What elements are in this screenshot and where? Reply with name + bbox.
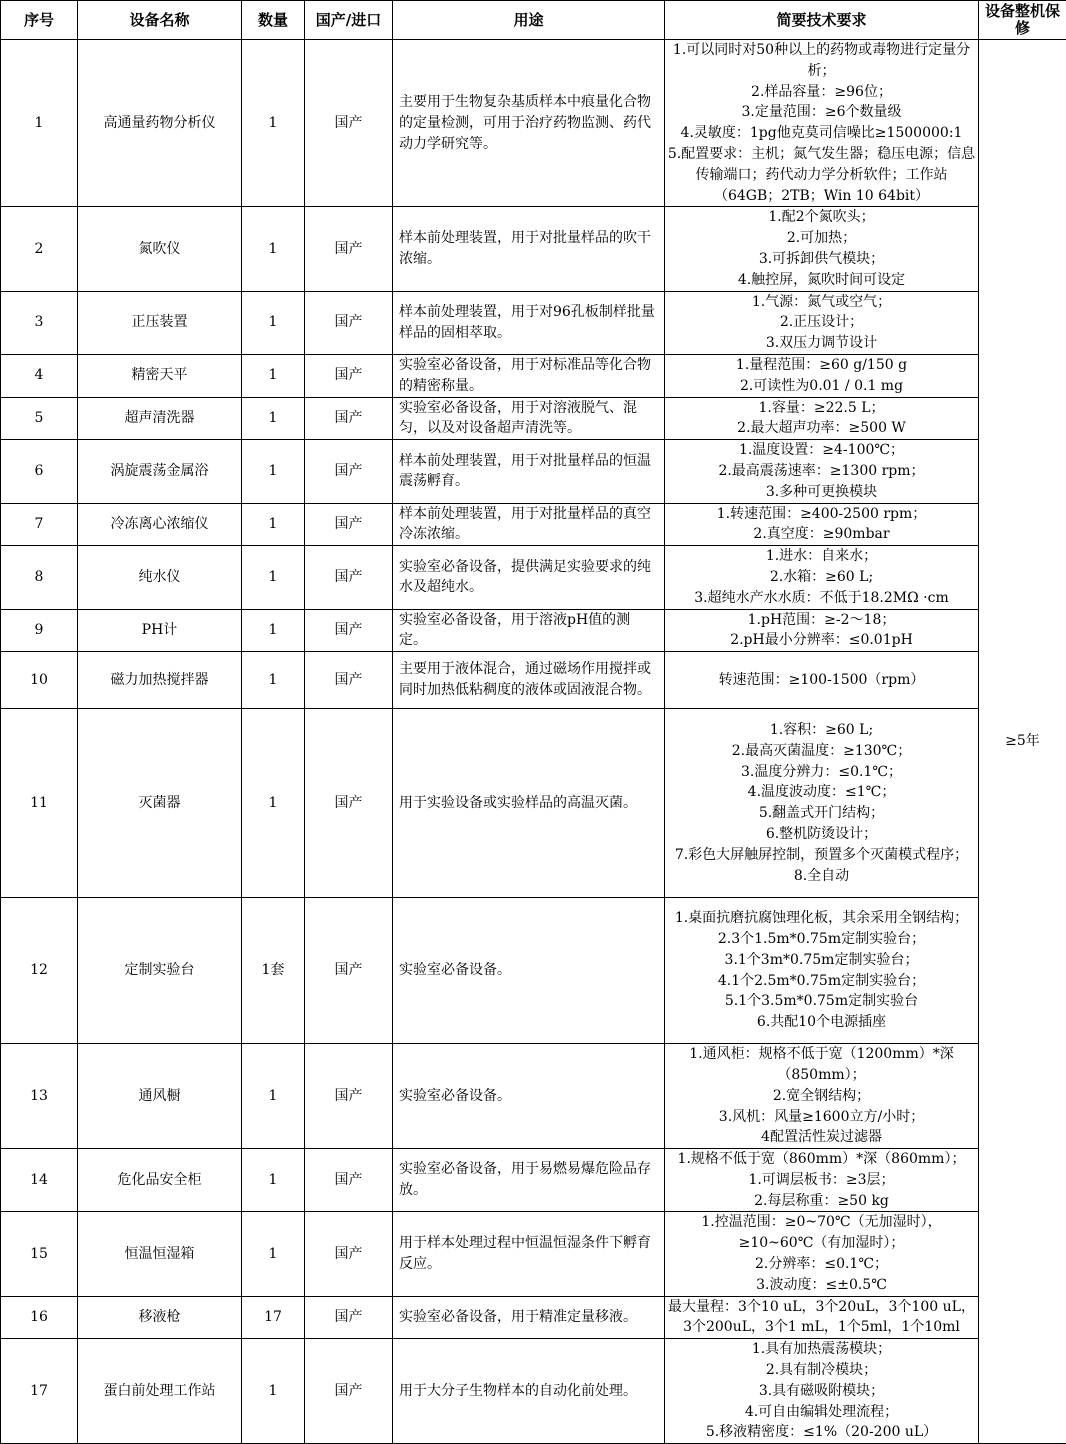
cell-origin: 国产 bbox=[305, 898, 393, 1044]
spec-line: 1.规格不低于宽（860mm）*深（860mm）； bbox=[667, 1149, 976, 1170]
cell-seq: 13 bbox=[1, 1044, 78, 1149]
cell-seq: 11 bbox=[1, 709, 78, 898]
table-row bbox=[1, 652, 1066, 709]
cell-purpose: 实验室必备设备，提供满足实验要求的纯水及超纯水。 bbox=[393, 546, 665, 609]
spec-line: 1.气源：氮气或空气； bbox=[667, 292, 976, 313]
cell-qty: 1 bbox=[242, 1212, 305, 1296]
table-row bbox=[1, 546, 1066, 609]
table-row bbox=[1, 503, 1066, 546]
spec-line: 8.全自动 bbox=[667, 866, 976, 887]
cell-warranty: ≥5年 bbox=[979, 40, 1066, 1444]
cell-qty: 1 bbox=[242, 291, 305, 354]
cell-spec bbox=[665, 1296, 979, 1339]
cell-qty: 1 bbox=[242, 207, 305, 291]
cell-origin: 国产 bbox=[305, 652, 393, 709]
cell-seq: 10 bbox=[1, 652, 78, 709]
spec-line: 3.可拆卸供气模块； bbox=[667, 249, 976, 270]
spec-line: 1.控温范围：≥0~70℃（无加湿时），≥10~60℃（有加湿时）； bbox=[667, 1212, 976, 1254]
cell-origin: 国产 bbox=[305, 397, 393, 440]
cell-purpose: 实验室必备设备，用于精准定量移液。 bbox=[393, 1296, 665, 1339]
cell-name: 氮吹仪 bbox=[78, 207, 242, 291]
cell-qty: 1 bbox=[242, 40, 305, 207]
spec-line: 4.可自由编辑处理流程； bbox=[667, 1402, 976, 1423]
spec-line: 转速范围：≥100-1500（rpm） bbox=[667, 670, 976, 691]
table-row bbox=[1, 440, 1066, 503]
cell-origin: 国产 bbox=[305, 1296, 393, 1339]
table-row bbox=[1, 354, 1066, 397]
spec-line: 6.共配10个电源插座 bbox=[667, 1012, 976, 1033]
cell-qty: 1 bbox=[242, 354, 305, 397]
cell-name: 磁力加热搅拌器 bbox=[78, 652, 242, 709]
spec-line: 3.风机：风量≥1600立方/小时； bbox=[667, 1107, 976, 1128]
table-row bbox=[1, 1149, 1066, 1212]
spec-line: 3.1个3m*0.75m定制实验台； bbox=[667, 950, 976, 971]
cell-qty: 1 bbox=[242, 503, 305, 546]
cell-name: 超声清洗器 bbox=[78, 397, 242, 440]
spec-line: 6.整机防烫设计； bbox=[667, 824, 976, 845]
spec-line: 1.pH范围：≥-2～18； bbox=[667, 610, 976, 631]
spec-line: 1.量程范围：≥60 g/150 g bbox=[667, 355, 976, 376]
cell-origin: 国产 bbox=[305, 207, 393, 291]
cell-spec bbox=[665, 397, 979, 440]
cell-seq: 12 bbox=[1, 898, 78, 1044]
cell-spec bbox=[665, 1339, 979, 1444]
cell-purpose: 用于大分子生物样本的自动化前处理。 bbox=[393, 1339, 665, 1444]
cell-purpose: 主要用于液体混合，通过磁场作用搅拌或同时加热低粘稠度的液体或固液混合物。 bbox=[393, 652, 665, 709]
spec-line: 2.每层称重：≥50 kg bbox=[667, 1191, 976, 1212]
spec-line: 3.具有磁吸附模块； bbox=[667, 1381, 976, 1402]
spec-line: 2.可加热； bbox=[667, 228, 976, 249]
spec-line: 4.温度波动度：≤1℃； bbox=[667, 782, 976, 803]
cell-origin: 国产 bbox=[305, 440, 393, 503]
cell-seq: 7 bbox=[1, 503, 78, 546]
spec-line: 1.可调层板书：≥3层； bbox=[667, 1170, 976, 1191]
spec-line: 5.移液精密度：≤1%（20-200 uL） bbox=[667, 1422, 976, 1443]
cell-spec bbox=[665, 440, 979, 503]
spec-line: 1.容量：≥22.5 L； bbox=[667, 398, 976, 419]
spec-line: 7.彩色大屏触屏控制，预置多个灭菌模式程序； bbox=[667, 845, 976, 866]
spec-line: 2.真空度：≥90mbar bbox=[667, 524, 976, 545]
cell-spec bbox=[665, 709, 979, 898]
cell-purpose: 样本前处理装置，用于对批量样品的吹干浓缩。 bbox=[393, 207, 665, 291]
cell-name: 冷冻离心浓缩仪 bbox=[78, 503, 242, 546]
cell-purpose: 样本前处理装置，用于对批量样品的恒温震荡孵育。 bbox=[393, 440, 665, 503]
table-row bbox=[1, 1339, 1066, 1444]
cell-spec bbox=[665, 1044, 979, 1149]
cell-qty: 1 bbox=[242, 709, 305, 898]
cell-purpose: 实验室必备设备，用于对溶液脱气、混匀，以及对设备超声清洗等。 bbox=[393, 397, 665, 440]
cell-seq: 3 bbox=[1, 291, 78, 354]
header-name: 设备名称 bbox=[78, 1, 242, 40]
cell-purpose: 实验室必备设备。 bbox=[393, 1044, 665, 1149]
cell-spec bbox=[665, 609, 979, 652]
spec-line: 3.双压力调节设计 bbox=[667, 333, 976, 354]
cell-purpose: 实验室必备设备，用于溶液pH值的测定。 bbox=[393, 609, 665, 652]
table-row bbox=[1, 291, 1066, 354]
cell-purpose: 实验室必备设备，用于易燃易爆危险品存放。 bbox=[393, 1149, 665, 1212]
cell-spec bbox=[665, 503, 979, 546]
cell-seq: 16 bbox=[1, 1296, 78, 1339]
cell-seq: 2 bbox=[1, 207, 78, 291]
cell-purpose: 用于实验设备或实验样品的高温灭菌。 bbox=[393, 709, 665, 898]
header-origin: 国产/进口 bbox=[305, 1, 393, 40]
spec-line: 2.最高震荡速率：≥1300 rpm； bbox=[667, 461, 976, 482]
spec-line: 3.定量范围：≥6个数量级 bbox=[667, 102, 976, 123]
spec-line: 2.宽全钢结构； bbox=[667, 1086, 976, 1107]
spec-line: 2.正压设计； bbox=[667, 312, 976, 333]
spec-line: 1.容积：≥60 L; bbox=[667, 720, 976, 741]
header-qty: 数量 bbox=[242, 1, 305, 40]
cell-qty: 1 bbox=[242, 652, 305, 709]
cell-origin: 国产 bbox=[305, 40, 393, 207]
spec-line: 1.可以同时对50种以上的药物或毒物进行定量分析； bbox=[667, 40, 976, 82]
table-row bbox=[1, 609, 1066, 652]
cell-origin: 国产 bbox=[305, 354, 393, 397]
spec-line: 4.灵敏度：1pg他克莫司信噪比≥1500000:1 bbox=[667, 123, 976, 144]
cell-name: 灭菌器 bbox=[78, 709, 242, 898]
spec-line: 1.通风柜：规格不低于宽（1200mm）*深（850mm）； bbox=[667, 1044, 976, 1086]
cell-name: 蛋白前处理工作站 bbox=[78, 1339, 242, 1444]
cell-purpose: 主要用于生物复杂基质样本中痕量化合物的定量检测，可用于治疗药物监测、药代动力学研究等。 bbox=[393, 40, 665, 207]
cell-qty: 1 bbox=[242, 1149, 305, 1212]
cell-name: 涡旋震荡金属浴 bbox=[78, 440, 242, 503]
cell-origin: 国产 bbox=[305, 291, 393, 354]
cell-origin: 国产 bbox=[305, 609, 393, 652]
table-row bbox=[1, 709, 1066, 898]
header-warranty: 设备整机保修 bbox=[979, 1, 1066, 40]
cell-purpose: 样本前处理装置，用于对96孔板制样批量样品的固相萃取。 bbox=[393, 291, 665, 354]
cell-name: 正压装置 bbox=[78, 291, 242, 354]
spec-line: 4.1个2.5m*0.75m定制实验台； bbox=[667, 971, 976, 992]
spec-line: 2.分辨率：≤0.1℃； bbox=[667, 1254, 976, 1275]
header-purpose: 用途 bbox=[393, 1, 665, 40]
spec-line: 1.具有加热震荡模块； bbox=[667, 1339, 976, 1360]
spec-line: 1.温度设置：≥4-100℃； bbox=[667, 440, 976, 461]
cell-name: 高通量药物分析仪 bbox=[78, 40, 242, 207]
cell-name: 精密天平 bbox=[78, 354, 242, 397]
cell-spec bbox=[665, 40, 979, 207]
spec-line: 5.翻盖式开门结构； bbox=[667, 803, 976, 824]
table-row bbox=[1, 207, 1066, 291]
spec-line: 1.配2个氮吹头； bbox=[667, 207, 976, 228]
cell-spec bbox=[665, 291, 979, 354]
cell-qty: 1 bbox=[242, 397, 305, 440]
spec-line: 1.进水：自来水； bbox=[667, 546, 976, 567]
cell-purpose: 用于样本处理过程中恒温恒湿条件下孵育反应。 bbox=[393, 1212, 665, 1296]
cell-origin: 国产 bbox=[305, 1339, 393, 1444]
cell-name: 定制实验台 bbox=[78, 898, 242, 1044]
cell-origin: 国产 bbox=[305, 503, 393, 546]
cell-seq: 1 bbox=[1, 40, 78, 207]
cell-seq: 4 bbox=[1, 354, 78, 397]
header-seq: 序号 bbox=[1, 1, 78, 40]
spec-line: 3.多种可更换模块 bbox=[667, 482, 976, 503]
header-row bbox=[1, 1, 1066, 40]
cell-name: PH计 bbox=[78, 609, 242, 652]
cell-spec bbox=[665, 1212, 979, 1296]
cell-qty: 1 bbox=[242, 546, 305, 609]
spec-line: 2.3个1.5m*0.75m定制实验台； bbox=[667, 929, 976, 950]
cell-seq: 5 bbox=[1, 397, 78, 440]
cell-purpose: 实验室必备设备。 bbox=[393, 898, 665, 1044]
spec-line: 3.温度分辨力：≤0.1℃； bbox=[667, 762, 976, 783]
header-spec: 简要技术要求 bbox=[665, 1, 979, 40]
spec-line: 3.波动度：≤±0.5℃ bbox=[667, 1275, 976, 1296]
spec-line: 4配置活性炭过滤器 bbox=[667, 1127, 976, 1148]
cell-origin: 国产 bbox=[305, 546, 393, 609]
cell-purpose: 实验室必备设备，用于对标准品等化合物的精密称量。 bbox=[393, 354, 665, 397]
cell-spec bbox=[665, 652, 979, 709]
cell-seq: 9 bbox=[1, 609, 78, 652]
cell-seq: 17 bbox=[1, 1339, 78, 1444]
spec-line: 2.最大超声功率：≥500 W bbox=[667, 418, 976, 439]
cell-qty: 1 bbox=[242, 609, 305, 652]
cell-origin: 国产 bbox=[305, 1212, 393, 1296]
cell-spec bbox=[665, 354, 979, 397]
cell-spec bbox=[665, 898, 979, 1044]
table-row bbox=[1, 898, 1066, 1044]
table-row bbox=[1, 397, 1066, 440]
table-row bbox=[1, 1212, 1066, 1296]
cell-name: 纯水仪 bbox=[78, 546, 242, 609]
cell-name: 恒温恒湿箱 bbox=[78, 1212, 242, 1296]
spec-line: 2.样品容量：≥96位； bbox=[667, 82, 976, 103]
cell-seq: 6 bbox=[1, 440, 78, 503]
cell-origin: 国产 bbox=[305, 1044, 393, 1149]
spec-line: 2.pH最小分辨率：≤0.01pH bbox=[667, 630, 976, 651]
cell-seq: 8 bbox=[1, 546, 78, 609]
cell-name: 通风橱 bbox=[78, 1044, 242, 1149]
spec-line: 2.最高灭菌温度：≥130℃； bbox=[667, 741, 976, 762]
cell-seq: 15 bbox=[1, 1212, 78, 1296]
cell-name: 移液枪 bbox=[78, 1296, 242, 1339]
cell-spec bbox=[665, 546, 979, 609]
spec-line: 1.桌面抗磨抗腐蚀理化板，其余采用全钢结构； bbox=[667, 908, 976, 929]
cell-spec bbox=[665, 207, 979, 291]
spec-line: 2.可读性为0.01 / 0.1 mg bbox=[667, 376, 976, 397]
cell-seq: 14 bbox=[1, 1149, 78, 1212]
cell-purpose: 样本前处理装置，用于对批量样品的真空冷冻浓缩。 bbox=[393, 503, 665, 546]
table-row bbox=[1, 1044, 1066, 1149]
spec-line: 2.水箱：≥60 L; bbox=[667, 567, 976, 588]
cell-qty: 17 bbox=[242, 1296, 305, 1339]
cell-name: 危化品安全柜 bbox=[78, 1149, 242, 1212]
cell-origin: 国产 bbox=[305, 709, 393, 898]
cell-origin: 国产 bbox=[305, 1149, 393, 1212]
cell-qty: 1套 bbox=[242, 898, 305, 1044]
table-row bbox=[1, 1296, 1066, 1339]
spec-line: 1.转速范围：≥400-2500 rpm； bbox=[667, 504, 976, 525]
cell-spec bbox=[665, 1149, 979, 1212]
spec-line: 最大量程：3个10 uL，3个20uL，3个100 uL，3个200uL，3个1 mL，1个5ml，1个10ml bbox=[667, 1297, 976, 1339]
cell-qty: 1 bbox=[242, 1339, 305, 1444]
cell-qty: 1 bbox=[242, 440, 305, 503]
table-row bbox=[1, 40, 1066, 207]
spec-line: 4.触控屏，氮吹时间可设定 bbox=[667, 270, 976, 291]
cell-qty: 1 bbox=[242, 1044, 305, 1149]
spec-line: 3.超纯水产水水质：不低于18.2MΩ ·cm bbox=[667, 588, 976, 609]
spec-line: 5.配置要求：主机；氮气发生器；稳压电源；信息传输端口；药代动力学分析软件；工作站（64GB；2TB；Win 10 64bit） bbox=[667, 144, 976, 206]
spec-line: 2.具有制冷模块； bbox=[667, 1360, 976, 1381]
spec-line: 5.1个3.5m*0.75m定制实验台 bbox=[667, 991, 976, 1012]
